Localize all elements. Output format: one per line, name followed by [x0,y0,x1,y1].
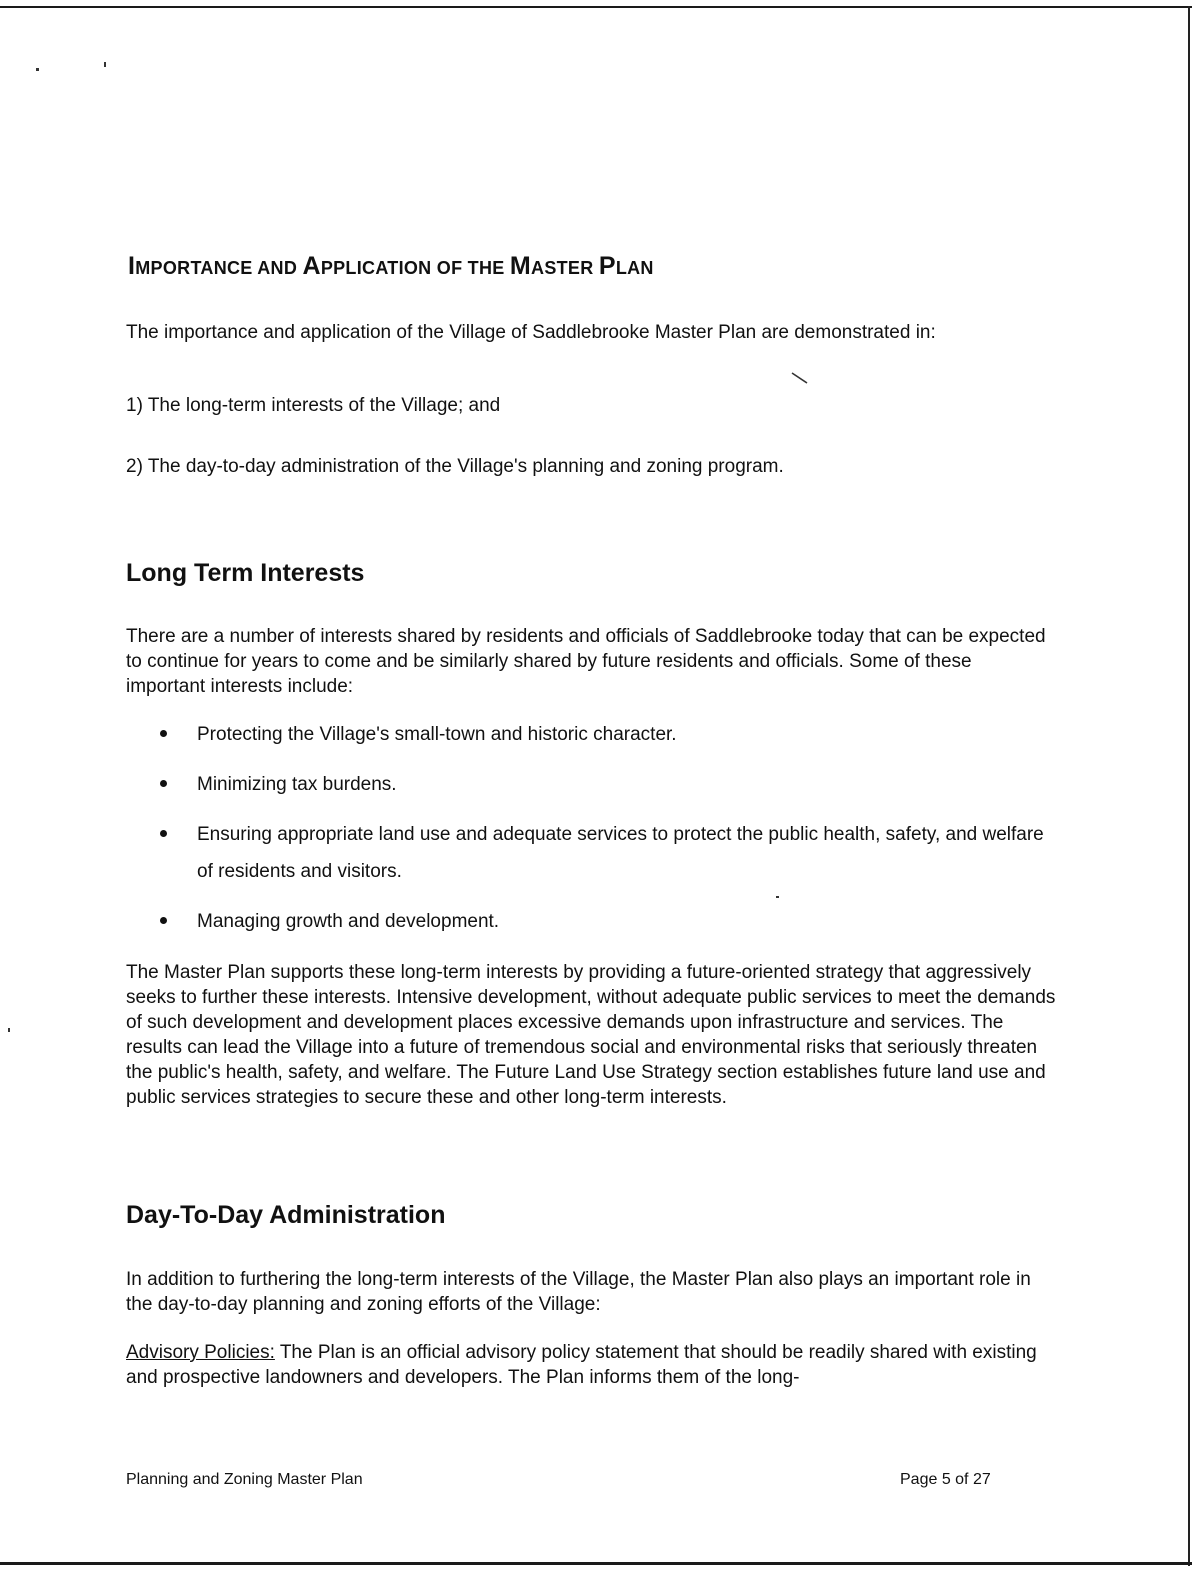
interests-list [160,716,1060,940]
section-heading-day-to-day: Day-To-Day Administration [126,1201,446,1229]
long-term-intro: There are a number of interests shared by residents and officials of Saddlebrooke today that can be expected to continue for years to come and be similarly shared by future residents and officials. Some of these important interests include: [126,626,1046,697]
bullet-icon [160,780,167,787]
section-heading-long-term: Long Term Interests [126,559,365,587]
advisory-paragraph [126,1340,1056,1390]
page-border-top [0,6,1192,8]
day-to-day-intro: In addition to furthering the long-term interests of the Village, the Master Plan also plays an important role in the day-to-day planning and zoning efforts of the Village: [126,1269,1031,1315]
scan-speck [104,62,106,67]
intro-item-2: 2) The day-to-day administration of the Village's planning and zoning program. [126,456,784,477]
bullet-icon [160,730,167,737]
list-item: Minimizing tax burdens. [160,766,1060,803]
long-term-body: The Master Plan supports these long-term interests by providing a future-oriented strategy that aggressively seeks to further these interests. Intensive development, without adequate public services to meet the demands of such development and development places excessive demands upon infrastructure and services. The results can lead the Village into a future of tremendous social and environmental risks that seriously threaten the public's health, safety, and welfare. The Future Land Use Strategy section establishes future land use and public services strategies to secure these and other long-term interests. [126,962,1056,1108]
bullet-icon [160,917,167,924]
page-number: Page 5 of 27 [900,1471,991,1488]
advisory-text: The Plan is an official advisory policy statement that should be readily shared with existing and prospective landowners and developers. The Plan informs them of the long- [126,1342,1037,1388]
list-item: Ensuring appropriate land use and adequate services to protect the public health, safety, and welfare of residents and visitors. [160,816,1057,890]
list-item: Managing growth and development. [160,903,1060,940]
intro-paragraph: The importance and application of the Village of Saddlebrooke Master Plan are demonstrated in: [126,322,936,343]
list-item: Protecting the Village's small-town and historic character. [160,716,1060,753]
page-border-right [1188,6,1190,1566]
footer-title: Planning and Zoning Master Plan [126,1471,363,1488]
advisory-label: Advisory Policies: [126,1342,275,1363]
intro-item-1: 1) The long-term interests of the Village; and [126,395,501,416]
scan-mark [790,370,810,386]
scan-speck [8,1028,10,1032]
bullet-icon [160,830,167,837]
page-border-bottom [0,1562,1192,1565]
page-title: IMPORTANCE AND APPLICATION OF THE MASTER PLAN [128,252,654,280]
scan-speck [36,68,39,71]
